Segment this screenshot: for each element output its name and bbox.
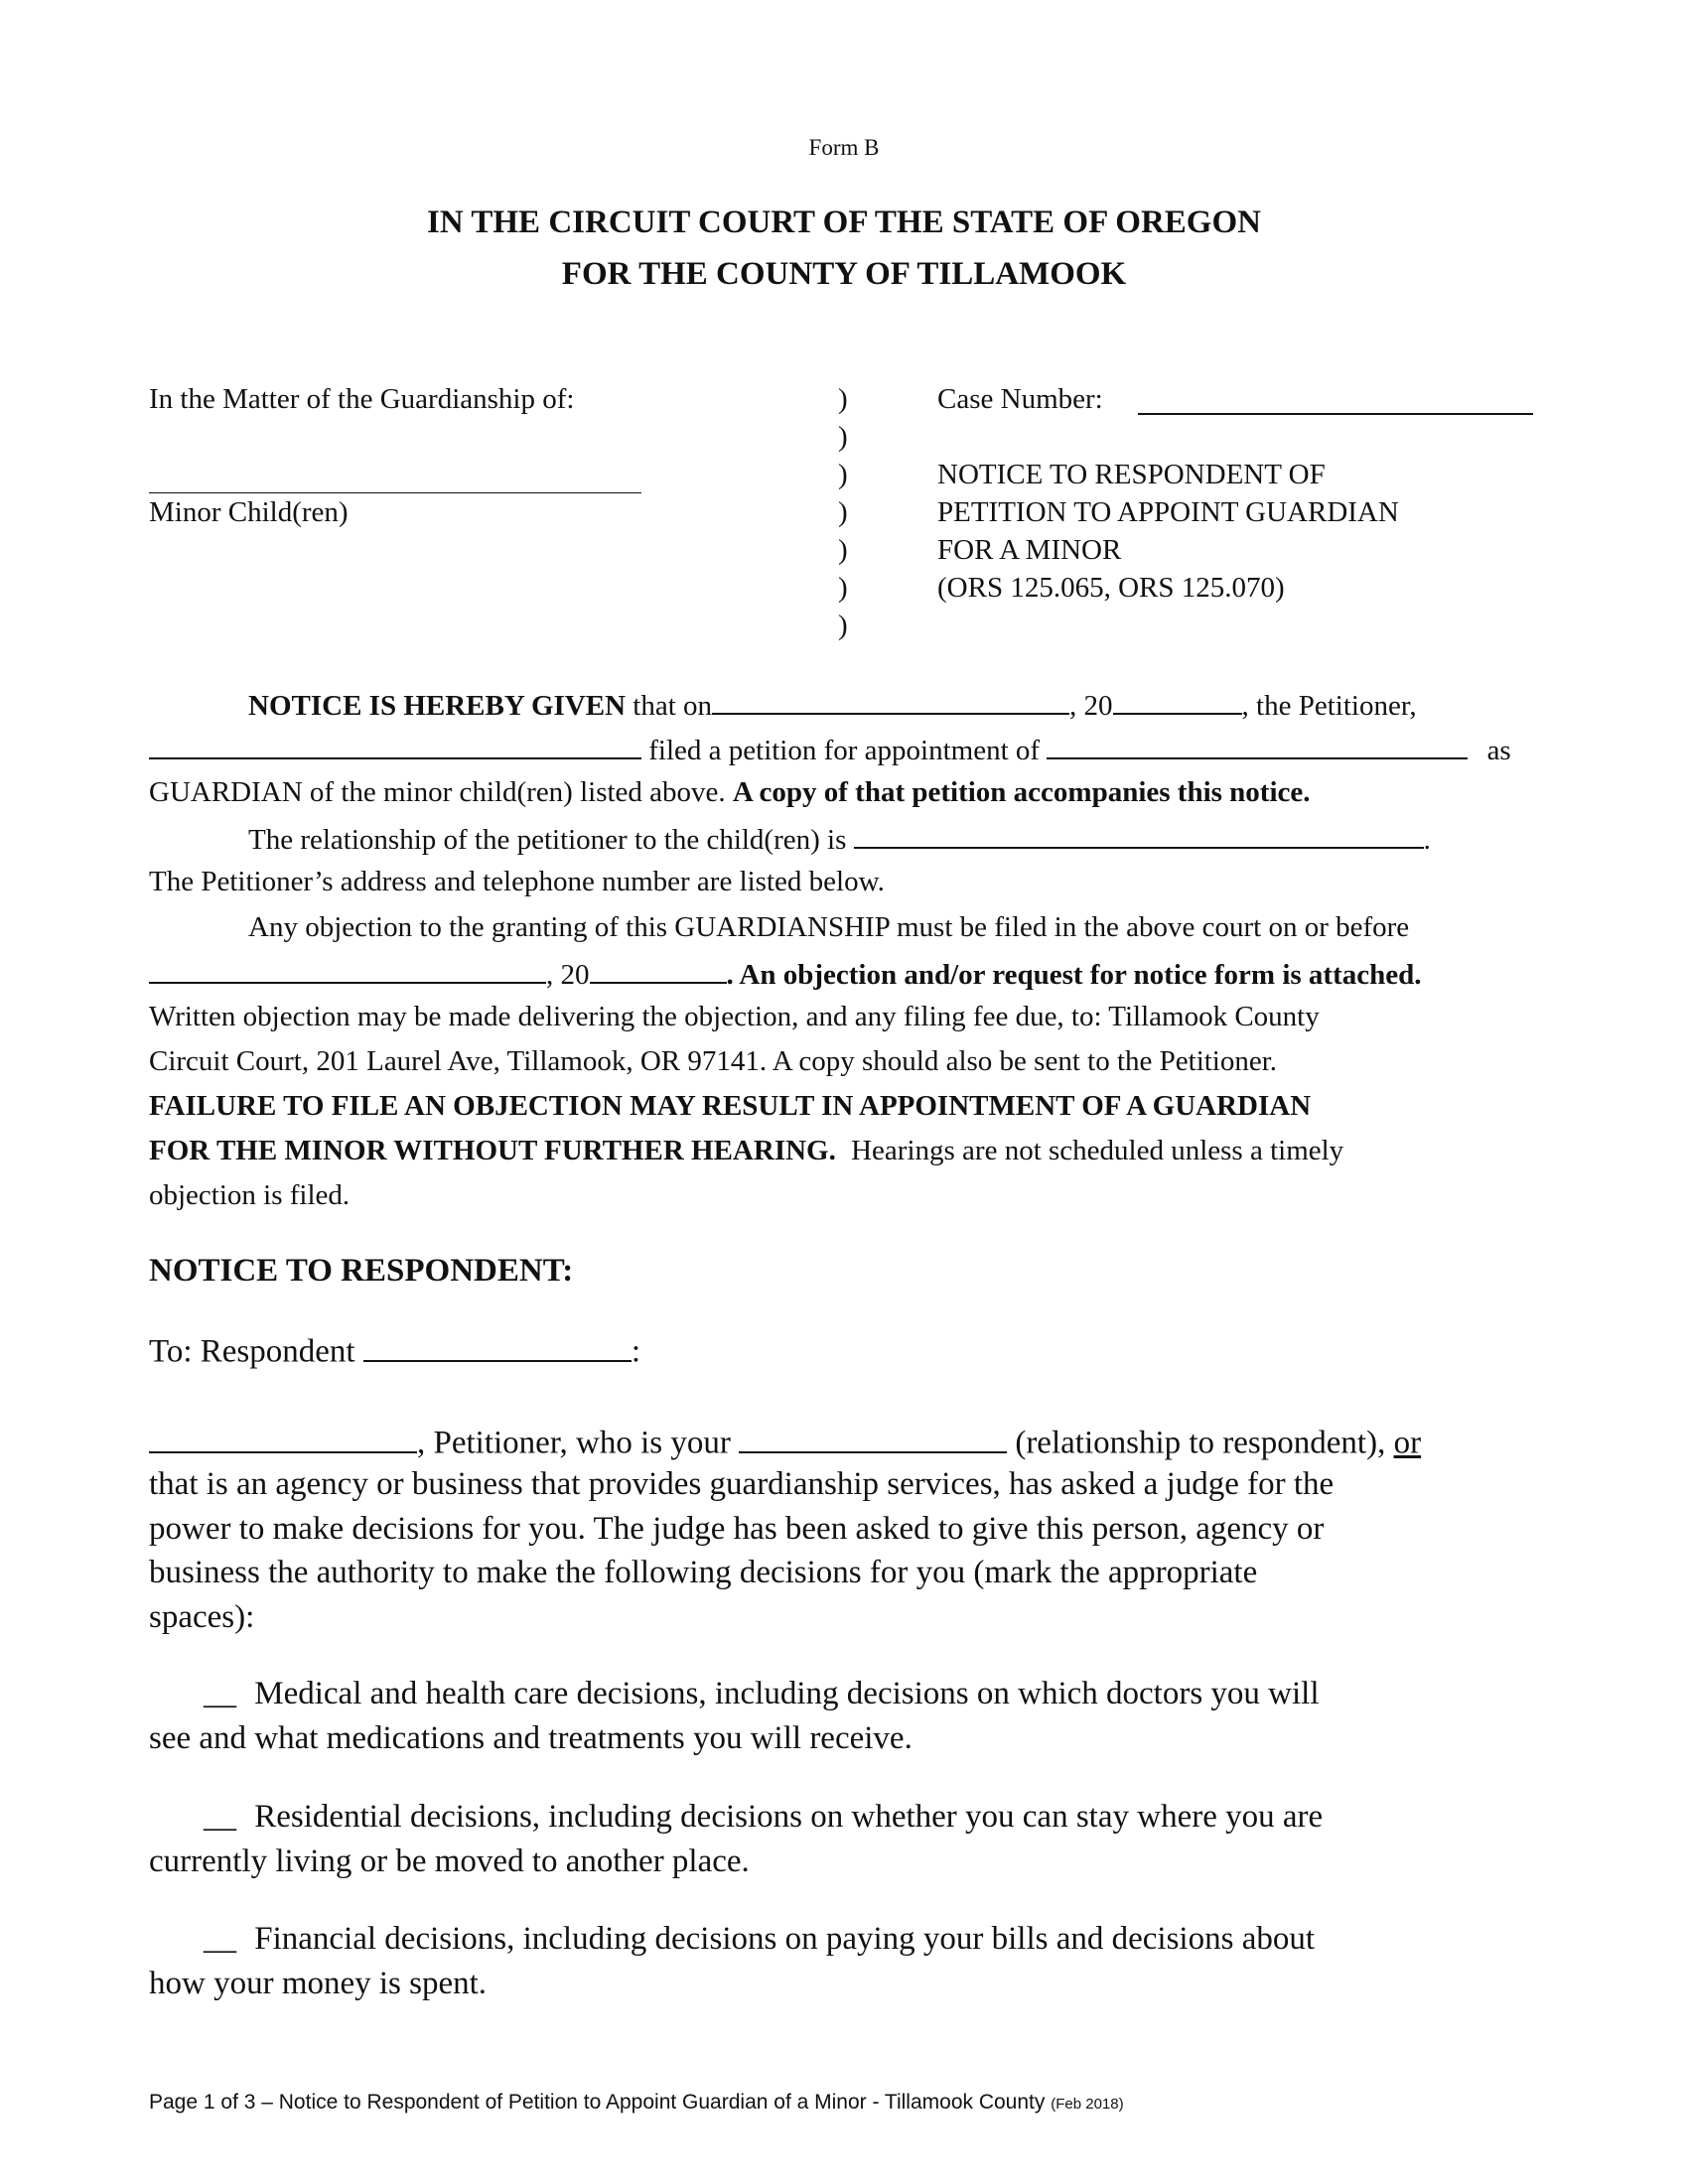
deadline-year-blank[interactable] — [590, 956, 727, 984]
court-name-line1: IN THE CIRCUIT COURT OF THE STATE OF OREGON — [427, 205, 1261, 240]
caption-paren: ) — [838, 421, 848, 453]
petitioner-label: , the Petitioner, — [1241, 690, 1417, 723]
year-prefix: , 20 — [1069, 690, 1113, 723]
doc-title-line1: NOTICE TO RESPONDENT OF — [937, 459, 1326, 490]
date-blank[interactable] — [712, 687, 1069, 715]
residential-text-2: currently living or be moved to another place. — [149, 1843, 750, 1879]
notice-given: NOTICE IS HEREBY GIVEN — [248, 690, 627, 723]
decision-residential — [204, 1799, 1323, 1836]
doc-title-line2: PETITION TO APPOINT GUARDIAN — [937, 496, 1399, 528]
colon: : — [631, 1333, 641, 1370]
deadline-blank[interactable] — [149, 956, 546, 984]
period: . — [1423, 824, 1431, 857]
petitioner-blank[interactable] — [149, 1422, 417, 1453]
case-number-label: Case Number: — [937, 383, 1103, 415]
residential-checkbox[interactable]: __ — [204, 1799, 236, 1835]
objection-text: Any objection to the granting of this GUARDIANSHIP must be filed in the above court on or before — [248, 911, 1410, 943]
objection-filed: objection is filed. — [149, 1179, 351, 1211]
year-prefix: , 20 — [546, 959, 590, 992]
caption-paren: ) — [838, 496, 848, 528]
caption-paren: ) — [838, 534, 848, 566]
written-objection-1: Written objection may be made delivering the objection, and any filing fee due, to: Tillamook County — [149, 1001, 1320, 1032]
notice-line7 — [149, 956, 1421, 992]
respondent-line3: power to make decisions for you. The judge has been asked to give this person, agency or — [149, 1511, 1325, 1547]
hearings-text: Hearings are not scheduled unless a timely — [851, 1135, 1344, 1166]
financial-checkbox[interactable]: __ — [204, 1921, 236, 1957]
respondent-line1 — [149, 1422, 1421, 1462]
failure-warning-1: FAILURE TO FILE AN OBJECTION MAY RESULT IN APPOINTMENT OF A GUARDIAN — [149, 1090, 1312, 1122]
failure-warning-2: FOR THE MINOR WITHOUT FURTHER HEARING. — [149, 1135, 836, 1166]
decision-medical — [204, 1676, 1320, 1712]
form-label: Form B — [808, 135, 880, 160]
failure-line2 — [149, 1135, 1343, 1167]
court-name-line2: FOR THE COUNTY OF TILLAMOOK — [561, 256, 1127, 292]
respondent-heading: NOTICE TO RESPONDENT: — [149, 1253, 574, 1289]
matter-label: In the Matter of the Guardianship of: — [149, 383, 575, 415]
financial-text: Financial decisions, including decisions on paying your bills and decisions about — [254, 1921, 1316, 1957]
caption-paren: ) — [838, 610, 848, 641]
respondent-name-blank[interactable] — [363, 1330, 632, 1362]
notice-line4 — [248, 821, 1431, 857]
footer-date: (Feb 2018) — [1051, 2096, 1124, 2113]
caption-paren: ) — [838, 383, 848, 415]
petitioner-name-blank[interactable] — [149, 732, 641, 759]
notice-line2 — [149, 732, 1511, 767]
page-footer — [149, 2091, 1124, 2115]
guardian-text: GUARDIAN of the minor child(ren) listed above. — [149, 776, 726, 808]
minor-name-blank[interactable] — [149, 492, 641, 493]
caption-paren: ) — [838, 459, 848, 490]
or-text: or — [1393, 1425, 1422, 1461]
notice-that-on: that on — [633, 690, 713, 723]
footer-text: Page 1 of 3 – Notice to Respondent of Petition to Appoint Guardian of a Minor - Tillamook County — [149, 2091, 1046, 2114]
to-respondent: To: Respondent — [149, 1333, 355, 1370]
petitioner-who: , Petitioner, who is your — [417, 1425, 731, 1461]
residential-text: Residential decisions, including decisions on whether you can stay where you are — [254, 1799, 1324, 1835]
to-respondent-line — [149, 1330, 640, 1371]
medical-text: Medical and health care decisions, including decisions on which doctors you will — [254, 1676, 1320, 1711]
notice-line3 — [149, 776, 1311, 809]
relationship-to-respondent-blank[interactable] — [739, 1422, 1007, 1453]
caption-paren: ) — [838, 572, 848, 604]
copy-accompanies: A copy of that petition accompanies this notice. — [732, 776, 1311, 808]
as-text: as — [1486, 735, 1511, 767]
appointee-blank[interactable] — [1047, 732, 1468, 759]
doc-title-line3: FOR A MINOR — [937, 534, 1122, 566]
doc-title-line4: (ORS 125.065, ORS 125.070) — [937, 572, 1285, 604]
respondent-line5: spaces): — [149, 1599, 255, 1635]
written-objection-2: Circuit Court, 201 Laurel Ave, Tillamook, OR 97141. A copy should also be sent to the Petitioner. — [149, 1045, 1278, 1077]
financial-text-2: how your money is spent. — [149, 1966, 488, 2001]
case-number-blank[interactable] — [1138, 413, 1533, 415]
notice-line1 — [248, 687, 1417, 723]
address-text: The Petitioner’s address and telephone number are listed below. — [149, 866, 885, 897]
relationship-text: The relationship of the petitioner to the child(ren) is — [248, 824, 847, 857]
relationship-label: (relationship to respondent), — [1015, 1425, 1386, 1461]
minor-label: Minor Child(ren) — [149, 496, 349, 528]
decision-financial — [204, 1921, 1315, 1958]
filed-text: filed a petition for appointment of — [648, 735, 1041, 767]
objection-form-attached: . An objection and/or request for notice form is attached. — [726, 959, 1422, 992]
medical-text-2: see and what medications and treatments you will receive. — [149, 1720, 913, 1756]
year-blank[interactable] — [1113, 687, 1242, 715]
respondent-line4: business the authority to make the following decisions for you (mark the appropriate — [149, 1555, 1258, 1590]
medical-checkbox[interactable]: __ — [204, 1676, 236, 1711]
respondent-line2: that is an agency or business that provides guardianship services, has asked a judge for the — [149, 1466, 1335, 1502]
relationship-blank[interactable] — [854, 821, 1424, 849]
